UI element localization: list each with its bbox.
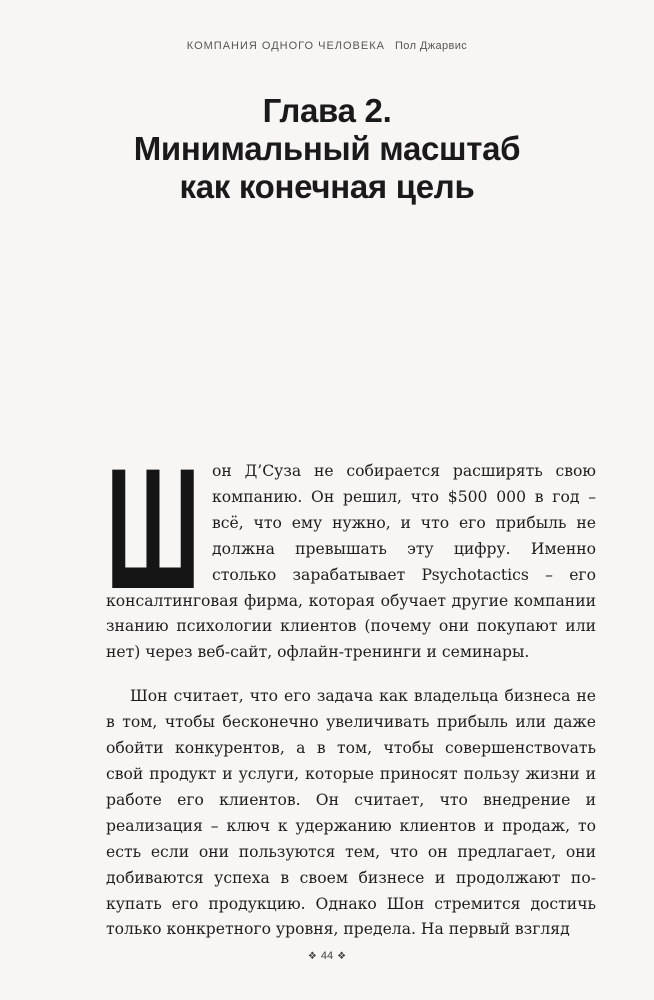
- paragraph-2: Шон считает, что его задача как владельца бизнеса не в том, чтобы бесконечно увеличивать прибыль или даже обойти конкурентов, а в том, чтобы совершенствоvать свой продукт и услуги, которые приносят пользу жизни и работе его клиентов. Он считает, что внедрение и реализация – ключ к удержанию клиентов и продаж, то есть если они пользуются тем, что он предлагает, они добиваются успеха в своем бизнесе и продолжают покупать его продукцию. Однако Шон стремится достичь только конкретного уровня, предела. На первый взгляд: [106, 687, 596, 939]
- paragraph-1: [106, 459, 596, 666]
- running-head-author: Пол Джарвис: [394, 40, 468, 52]
- page-number: 44: [320, 950, 334, 962]
- paragraph-1-text: он Д’Суза не собирается расширять свою компанию. Он решил, что $500 000 в год – всё, что ему нужно, и что его прибыль не должна превышать эту цифру. Именно столько зарабатывает Psychotactics – его консалтинговая фирма, которая обучает другие компании знанию психологии клиентов (почему они покупают или нет) через веб-сайт, офлайн-тренинги и семинары.: [106, 462, 596, 662]
- drop-cap: [106, 463, 200, 588]
- drop-cap-letter: Ш: [106, 463, 200, 588]
- chapter-title-line-1: Глава 2.: [262, 92, 392, 129]
- page-footer: [0, 950, 654, 962]
- running-head: [0, 40, 654, 52]
- chapter-title-line-2: Минимальный масштаб: [133, 130, 521, 167]
- ornament-left-icon: ❖: [307, 951, 317, 962]
- chapter-title-line-3: как конечная цель: [179, 168, 475, 205]
- ornament-right-icon: ❖: [337, 951, 347, 962]
- running-head-book-title: КОМПАНИЯ ОДНОГО ЧЕЛОВЕКА: [186, 40, 385, 52]
- body-text: [106, 459, 596, 943]
- chapter-title: [0, 92, 654, 206]
